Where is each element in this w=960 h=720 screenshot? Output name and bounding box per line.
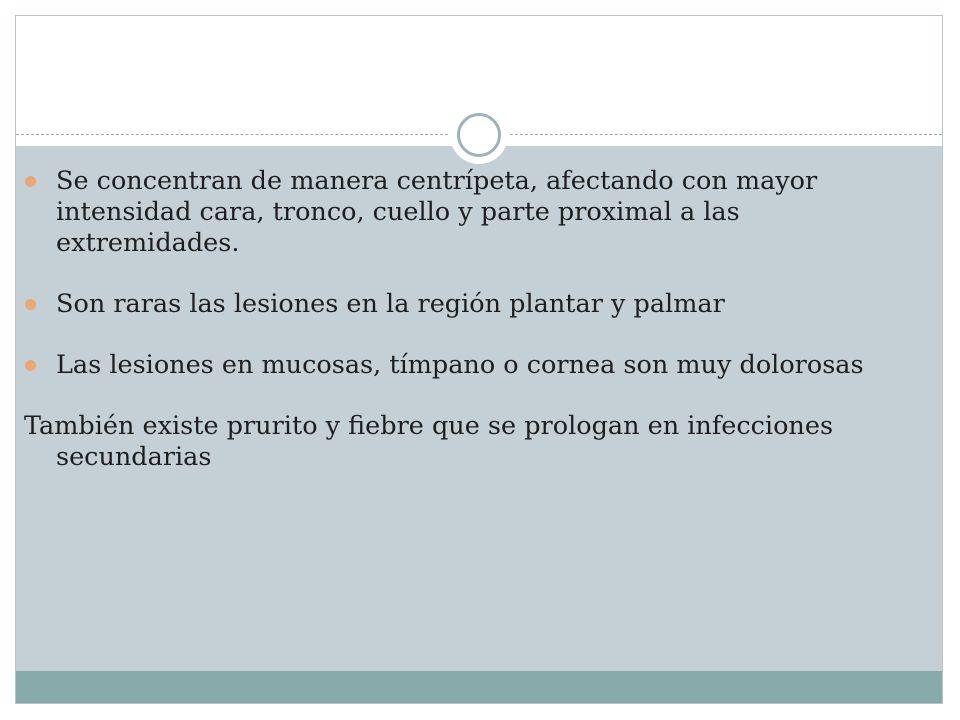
ring-circle-icon [457,113,501,157]
bullet-item [24,289,904,320]
closing-paragraph: También existe prurito y fiebre que se prologan en infecciones secundarias [24,411,834,472]
bullet-dot-icon [25,299,36,310]
footer-band [16,671,942,703]
bullet-item [24,166,904,259]
bullet-text: Las lesiones en mucosas, tímpano o cornea son muy dolorosas [56,350,864,380]
bullet-dot-icon [25,360,36,371]
bullet-dot-icon [25,176,36,187]
bullet-text: Se concentran de manera centrípeta, afectando con mayor intensidad cara, tronco, cuello y parte proximal a las extremidades. [56,166,818,258]
bullet-text: Son raras las lesiones en la región plantar y palmar [56,289,725,319]
bullet-item [24,350,904,381]
slide-body [24,166,904,473]
